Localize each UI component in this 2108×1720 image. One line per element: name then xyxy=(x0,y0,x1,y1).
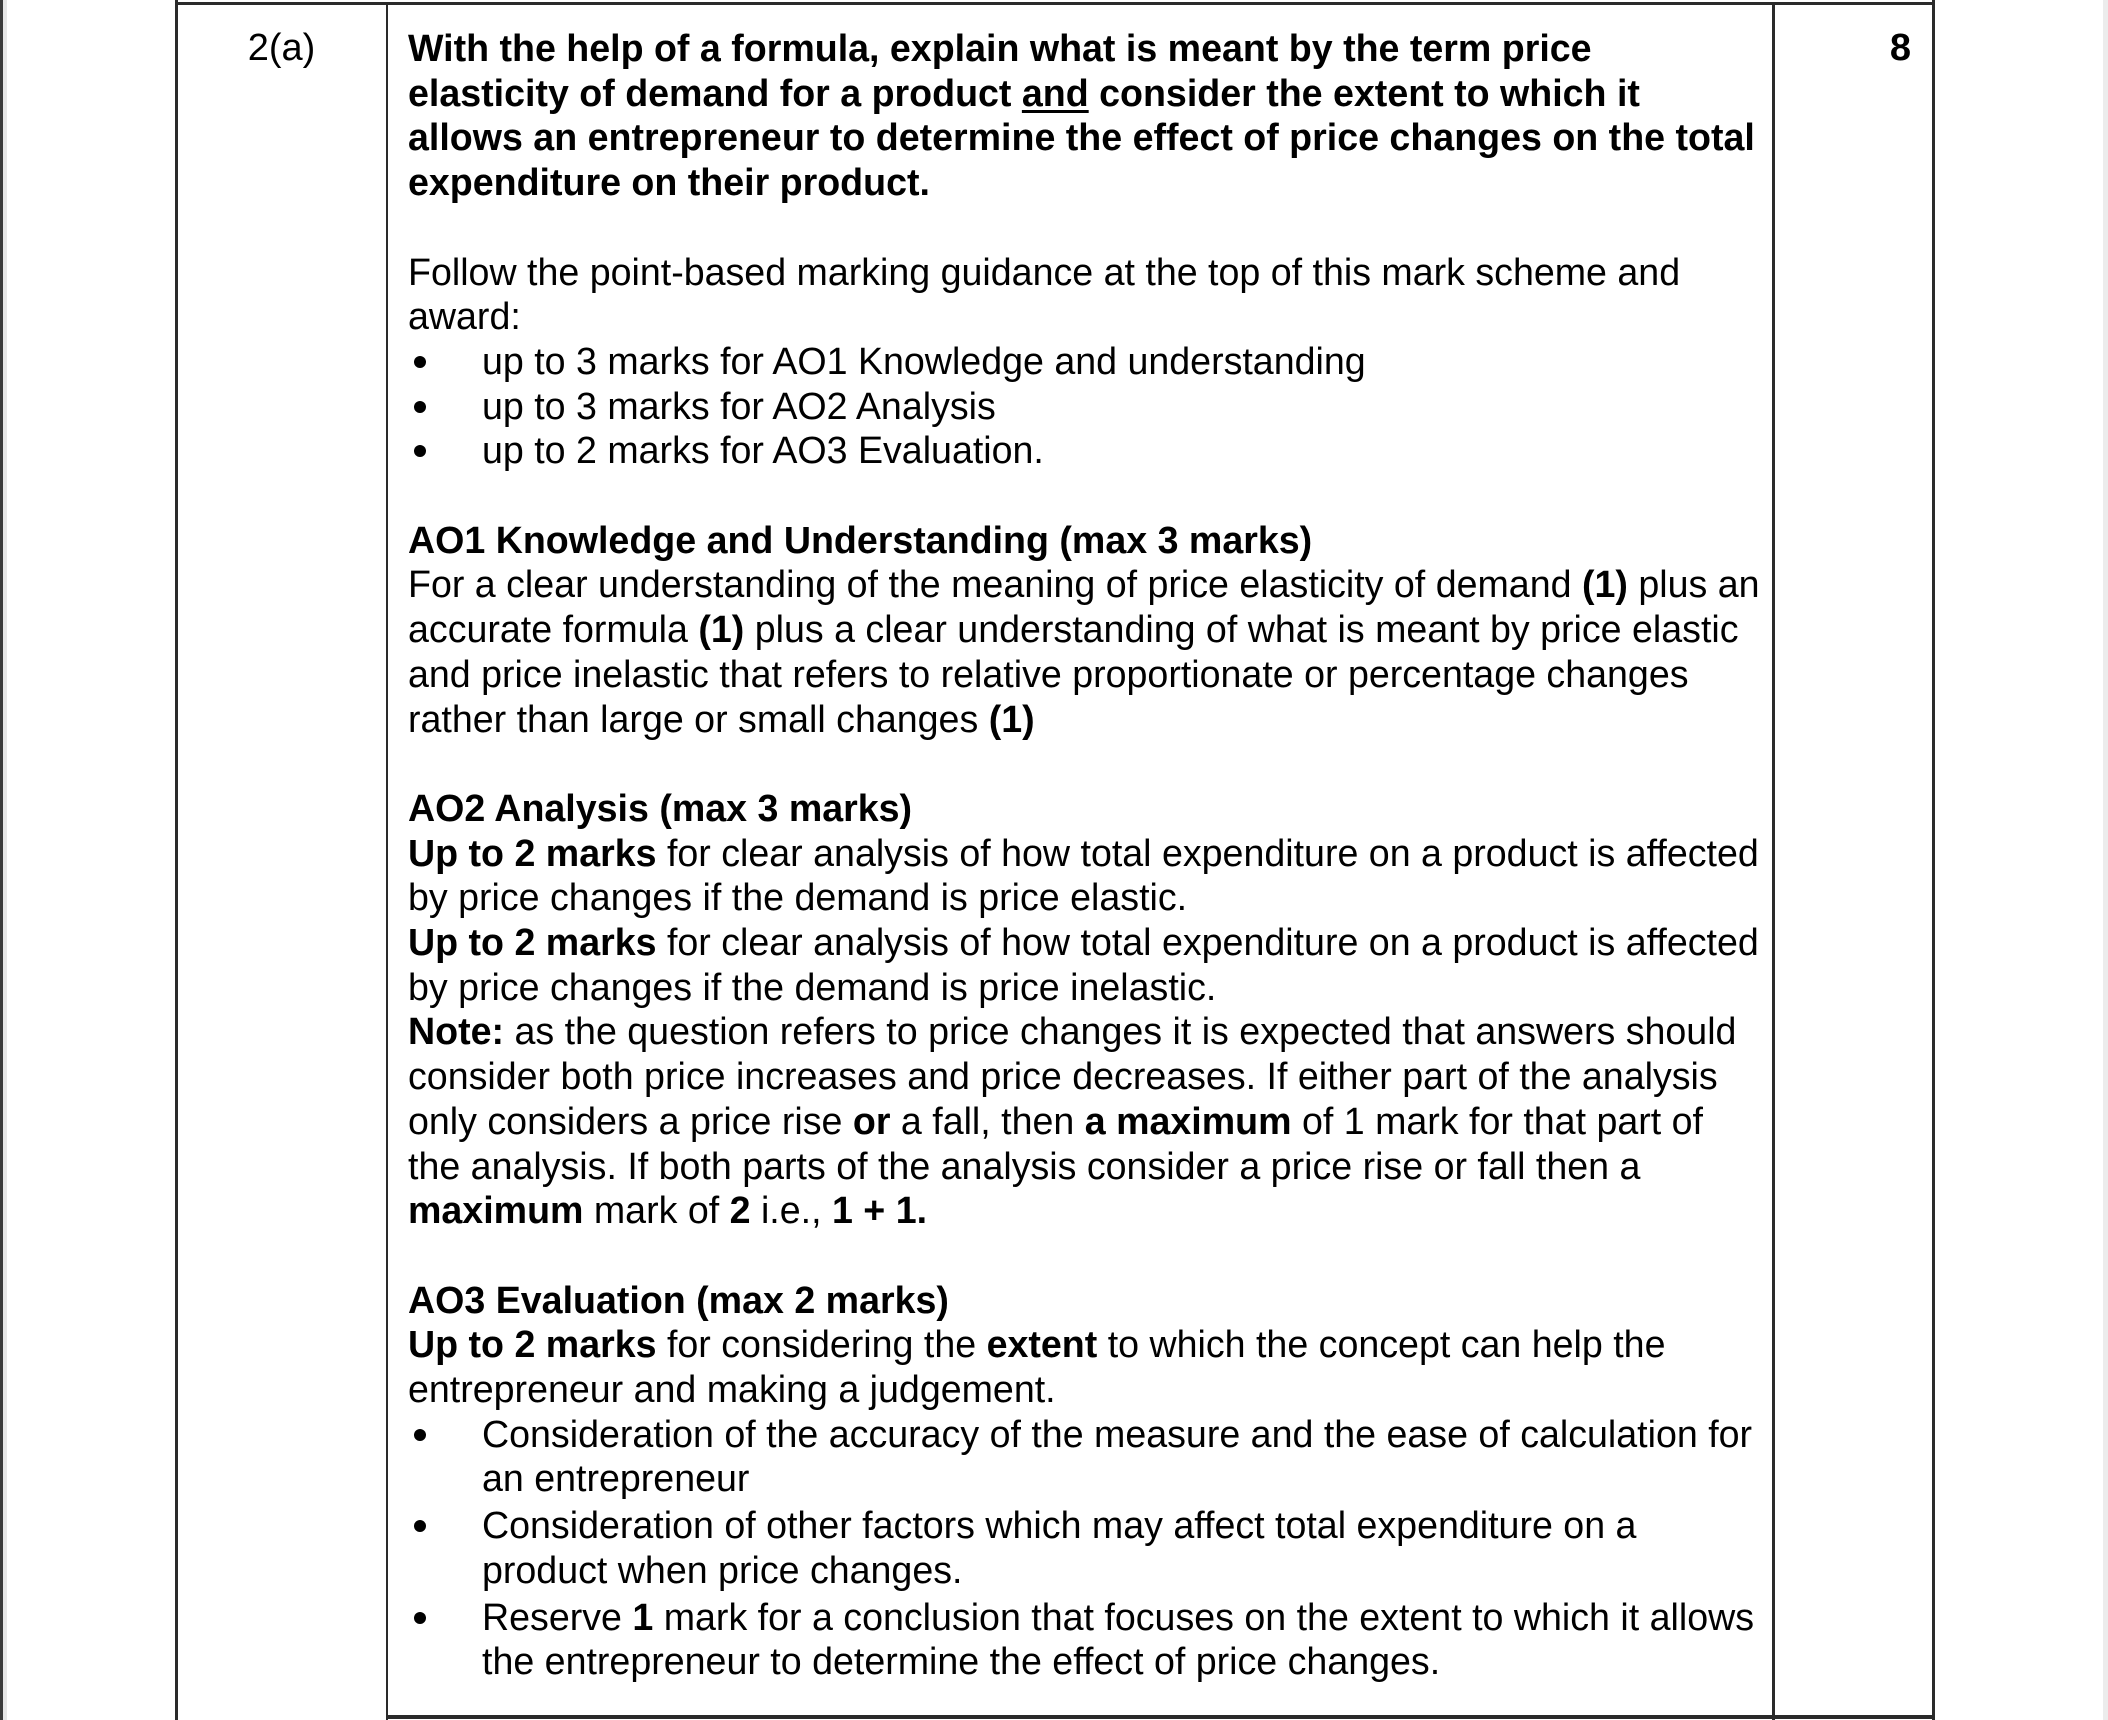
ao2-heading: AO2 Analysis (max 3 marks) xyxy=(408,786,913,829)
note-emphasis: 1 + 1. xyxy=(831,1189,928,1232)
table-top-border xyxy=(176,2,1935,5)
note-label: Note: xyxy=(408,1010,505,1053)
ao3-item xyxy=(408,1503,1760,1592)
note-emphasis: a maximum xyxy=(1084,1099,1292,1142)
guidance-item-text: up to 2 marks for AO3 Evaluation. xyxy=(482,429,1044,472)
mark-scheme-content xyxy=(408,26,1760,1686)
ao3-criterion xyxy=(408,1322,1760,1411)
ao2-marks-label: Up to 2 marks xyxy=(408,831,657,874)
bullet-icon xyxy=(414,1429,426,1441)
spacer xyxy=(408,205,1760,250)
note-emphasis: or xyxy=(852,1099,891,1142)
ao3-item-text: Consideration of other factors which may affect total expenditure on a product when price changes. xyxy=(482,1504,1637,1591)
ao1-criteria xyxy=(408,562,1760,741)
guidance-item-text: up to 3 marks for AO1 Knowledge and understanding xyxy=(482,339,1366,382)
bullet-icon xyxy=(414,401,426,413)
ao1-heading: AO1 Knowledge and Understanding (max 3 marks) xyxy=(408,518,1313,561)
table-left-border xyxy=(175,0,178,1720)
ao1-text: plus an accurate formula xyxy=(408,563,1760,651)
ao2-marks-label: Up to 2 marks xyxy=(408,921,657,964)
column-divider-marks xyxy=(1772,3,1775,1720)
ao1-mark: (1) xyxy=(1581,563,1628,606)
table-bottom-border xyxy=(387,1715,1935,1719)
ao2-text: for clear analysis of how total expenditure on a product is affected by price changes if the demand is price elastic. xyxy=(408,831,1759,919)
prompt-text: With the help of a formula, explain what is meant by the term price elasticity of demand for a product xyxy=(408,27,1592,114)
note-text: i.e., xyxy=(750,1189,832,1232)
note-text: mark of xyxy=(583,1189,730,1232)
ao3-item-text: mark for a conclusion that focuses on the extent to which it allows the entrepreneur to determine the effect of price changes. xyxy=(482,1595,1755,1683)
question-number: 2(a) xyxy=(247,27,316,69)
question-prompt xyxy=(408,26,1760,205)
ao3-item xyxy=(408,1595,1760,1684)
guidance-item xyxy=(408,428,1760,473)
ao3-text: for considering the xyxy=(656,1323,987,1366)
guidance-item xyxy=(408,339,1760,384)
ao3-text: to which the concept can help the entrepreneur and making a judgement. xyxy=(408,1323,1666,1411)
note-text: a fall, then xyxy=(890,1099,1085,1142)
question-marks xyxy=(1773,26,1933,70)
prompt-text-cont: consider the extent to which it allows an entrepreneur to determine the effect of price changes on the total expenditure on their product. xyxy=(408,71,1755,204)
ao3-item-emphasis: 1 xyxy=(632,1595,654,1638)
page-edge-right xyxy=(2103,0,2108,1720)
ao2-criterion-elastic xyxy=(408,831,1760,920)
ao3-item-text: Reserve xyxy=(482,1595,633,1638)
ao2-criterion-inelastic xyxy=(408,920,1760,1009)
bullet-icon xyxy=(414,356,426,368)
spacer xyxy=(408,1233,1760,1278)
ao3-item-text: Consideration of the accuracy of the measure and the ease of calculation for an entrepreneur xyxy=(482,1412,1753,1500)
guidance-intro: Follow the point-based marking guidance at the top of this mark scheme and award: xyxy=(408,250,1681,338)
prompt-underlined-and: and xyxy=(1021,71,1089,114)
ao3-list xyxy=(408,1412,1760,1684)
ao2-text: for clear analysis of how total expenditure on a product is affected by price changes if the demand is price inelastic. xyxy=(408,921,1759,1008)
ao2-note xyxy=(408,1009,1760,1233)
table-right-border xyxy=(1932,0,1935,1720)
page-edge-shade xyxy=(3,0,7,1720)
bullet-icon xyxy=(414,1612,426,1624)
ao1-text: For a clear understanding of the meaning of price elasticity of demand xyxy=(408,563,1582,606)
marks-value: 8 xyxy=(1889,27,1911,69)
ao3-heading: AO3 Evaluation (max 2 marks) xyxy=(408,1278,949,1321)
bullet-icon xyxy=(414,1520,426,1532)
ao1-mark: (1) xyxy=(698,608,745,651)
guidance-item-text: up to 3 marks for AO2 Analysis xyxy=(482,384,996,427)
note-emphasis: maximum xyxy=(408,1189,584,1232)
guidance-item xyxy=(408,384,1760,429)
spacer xyxy=(408,473,1760,518)
guidance-list xyxy=(408,339,1760,473)
bullet-icon xyxy=(414,445,426,457)
ao3-marks-label: Up to 2 marks xyxy=(408,1323,657,1366)
spacer xyxy=(408,741,1760,786)
ao3-emphasis: extent xyxy=(986,1323,1098,1366)
ao3-item xyxy=(408,1412,1760,1501)
note-text: as the question refers to price changes it is expected that answers should consider both price increases and price decreases. If either part of the analysis only considers a price rise xyxy=(408,1010,1737,1142)
column-divider-question xyxy=(386,3,388,1720)
ao1-text: plus a clear understanding of what is meant by price elastic and price inelastic that refers to relative proportionate or percentage changes rather than large or small changes xyxy=(408,608,1739,740)
note-text: of 1 mark for that part of the analysis. If both parts of the analysis consider a price rise or fall then a xyxy=(408,1099,1703,1187)
ao1-mark: (1) xyxy=(988,697,1035,740)
note-emphasis: 2 xyxy=(729,1189,751,1232)
